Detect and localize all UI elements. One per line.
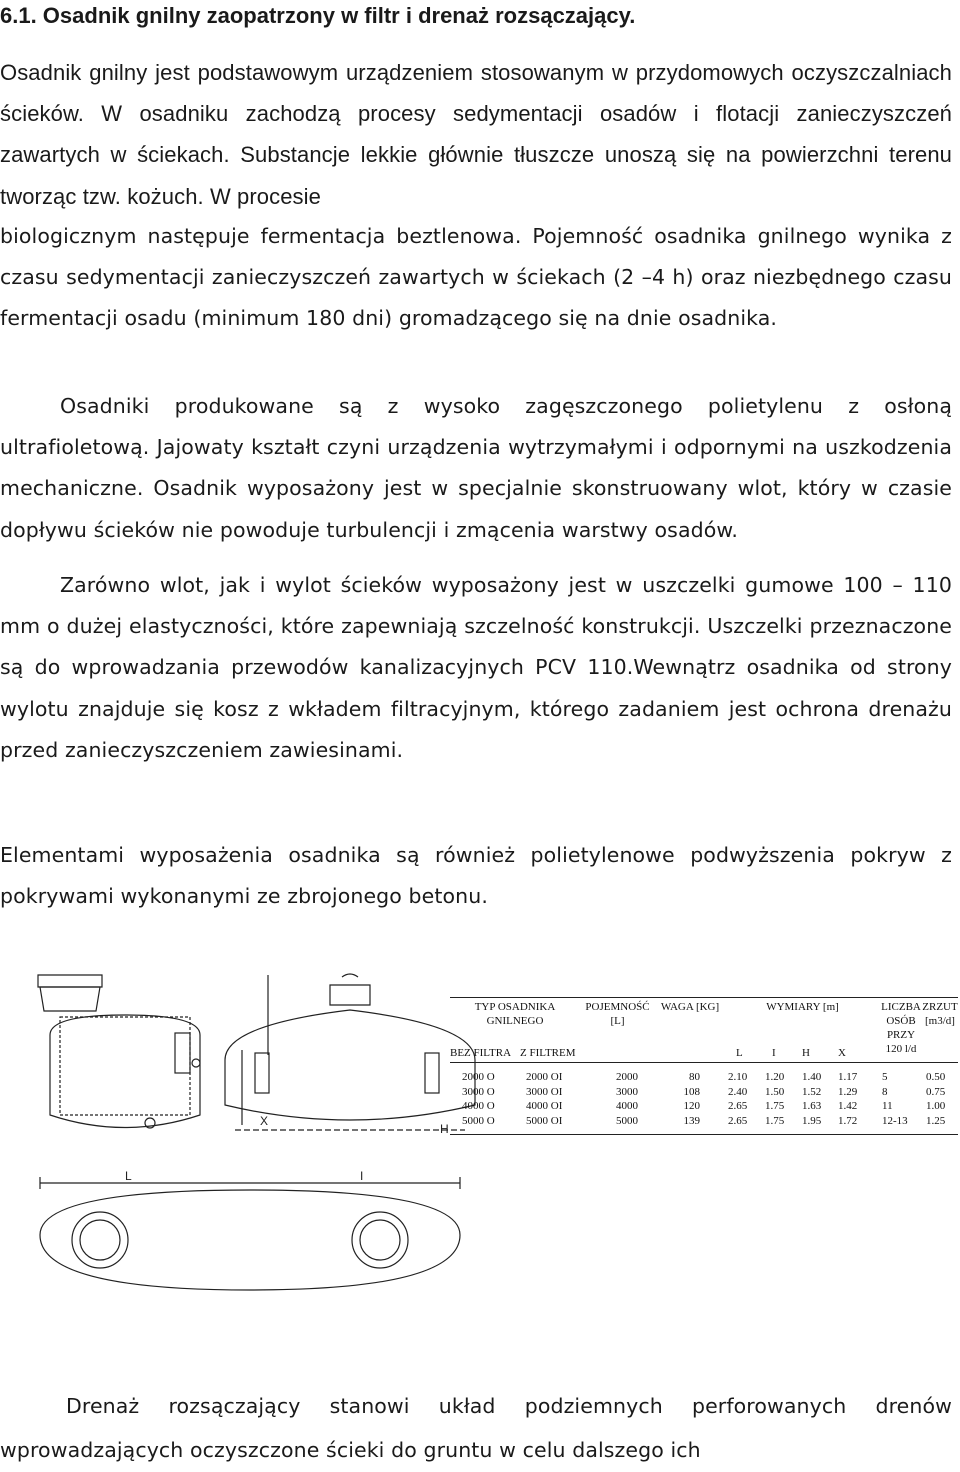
col-h: 1.40 1.52 1.63 1.95 — [802, 1071, 822, 1127]
dim-label-l: L — [125, 1169, 132, 1183]
paragraph-drenaz-text: Drenaż rozsączający stanowi układ podziemnych perforowanych drenów wprowadzających oczyszczone ścieki do gruntu w celu dalszego ich — [0, 1394, 952, 1462]
table-rule-bottom — [450, 1134, 958, 1135]
col-l: 2.10 2.40 2.65 2.65 — [728, 1071, 748, 1127]
col-x: 1.17 1.29 1.42 1.72 — [838, 1071, 858, 1127]
subheader-l: L — [736, 1047, 743, 1059]
col-header-waga: WAGA [KG] — [660, 1001, 720, 1013]
col-header-liczba: LICZBA OSÓB PRZY 120 l/d — [881, 1001, 921, 1055]
paragraph-pojemnosc-text: biologicznym następuje fermentacja beztlenowa. Pojemność osadnika gnilnego wynika z czasu sedymentacji zanieczyszczeń zawartych w ściekach (2 –4 h) oraz niezbędnego czasu fermentacji osadu (minimum 180 dni) gromadzącego się na dnie osadnika. — [0, 224, 952, 331]
col-header-wymiary: WYMIARY [m] — [766, 1001, 839, 1013]
col-header-pojemnosc: POJEMNOŚĆ [L] — [585, 1001, 650, 1027]
paragraph-intro-text: Osadnik gnilny jest podstawowym urządzeniem stosowanym w przydomowych oczyszczalniach ścieków. W osadniku zachodzą procesy sedymentacji osadów i flotacji zanieczyszczeń zawartych w ściekach. Substancje lekkie głównie tłuszcze unoszą się na powierzchni terenu tworząc tzw. kożuch. W procesie — [0, 60, 952, 209]
paragraph-pojemnosc — [0, 216, 952, 340]
col-pojemnosc: 2000 3000 4000 5000 — [616, 1071, 638, 1127]
subheader-z-filtrem: Z FILTREM — [520, 1047, 576, 1059]
paragraph-drenaz — [0, 1384, 952, 1472]
col-header-zrzut: ZRZUT [m3/d] — [922, 1001, 958, 1027]
subheader-bez-filtra: BEZ FILTRA — [450, 1047, 512, 1059]
paragraph-uszczelki-text: Zarówno wlot, jak i wylot ścieków wyposażony jest w uszczelki gumowe 100 – 110 mm o dużej elastyczności, które zapewniają szczelność konstrukcji. Uszczelki przeznaczone są do wprowadzania przewodów kanalizacyjnych PCV 110.Wewnątrz osadnika od strony wylotu znajduje się kosz z wkładem filtracyjnym, którego zadaniem jest ochrona drenażu przed zanieczyszczeniem zawiesinami. — [0, 573, 952, 762]
table-body — [450, 1070, 960, 1130]
subheader-h: H — [802, 1047, 810, 1059]
table-rule-mid — [450, 1062, 958, 1063]
paragraph-intro — [0, 52, 952, 217]
col-zrzut: 0.50 0.75 1.00 1.25 — [926, 1071, 946, 1127]
table-rule-top — [450, 997, 958, 998]
dim-label-x: X — [260, 1114, 269, 1128]
dim-label-h: H — [440, 1122, 449, 1136]
paragraph-uszczelki — [0, 565, 952, 771]
septic-tank-figure — [30, 965, 960, 1355]
paragraph-osadniki — [0, 386, 952, 551]
col-z-filtrem: 2000 OI 3000 OI 4000 OI 5000 OI — [526, 1071, 563, 1127]
col-liczba: 5 8 11 12-13 — [882, 1071, 908, 1127]
col-i: 1.20 1.50 1.75 1.75 — [765, 1071, 785, 1127]
paragraph-elementy-text: Elementami wyposażenia osadnika są również polietylenowe podwyższenia pokryw z pokrywami wykonanymi ze zbrojonego betonu. — [0, 843, 952, 909]
col-waga: 80 108 120 139 — [683, 1071, 700, 1127]
subheader-x: X — [838, 1047, 846, 1059]
col-bez-filtra: 2000 O 3000 O 4000 O 5000 O — [462, 1071, 495, 1127]
section-heading: 6.1. Osadnik gnilny zaopatrzony w filtr i drenaż rozsączający. — [0, 3, 636, 28]
paragraph-elementy — [0, 835, 952, 917]
col-header-typ: TYP OSADNIKA GNILNEGO — [474, 1001, 556, 1027]
paragraph-osadniki-text: Osadniki produkowane są z wysoko zagęszczonego polietylenu z osłoną ultrafioletową. Jajowaty kształt czyni urządzenia wytrzymałymi i odpornymi na uszkodzenia mechaniczne. Osadnik wyposażony jest w specjalnie skonstruowany wlot, który w czasie dopływu ścieków nie powoduje turbulencji i zmącenia warstwy osadów. — [0, 394, 952, 542]
subheader-i: I — [772, 1047, 776, 1059]
dim-label-i: I — [360, 1169, 364, 1183]
hatch-cover-left — [38, 975, 102, 987]
